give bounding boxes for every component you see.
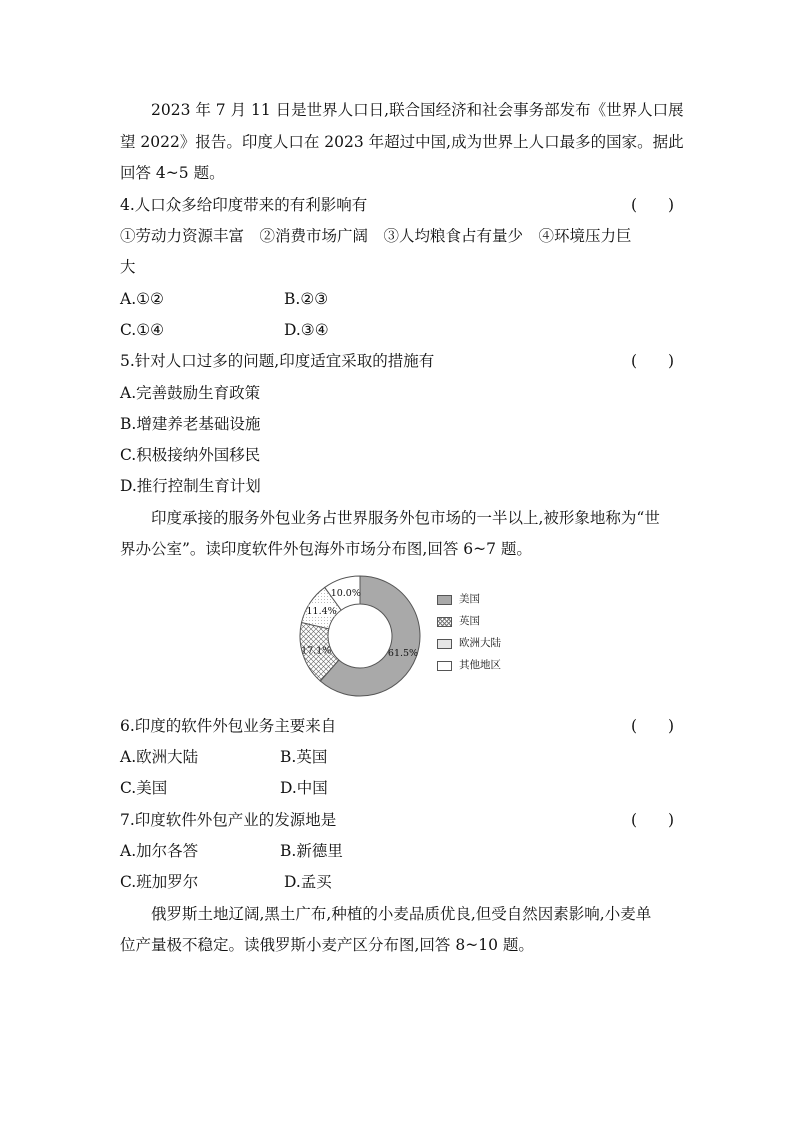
slice-label-usa: 61.5% bbox=[387, 647, 419, 659]
q5-option-b: B.增建养老基础设施 bbox=[120, 415, 261, 433]
q7-option-b: B.新德里 bbox=[280, 842, 343, 860]
q4-option-a: A.①② bbox=[120, 290, 164, 308]
legend-swatch-other-regions bbox=[437, 661, 452, 671]
slice-label-other-regions: 10.0% bbox=[330, 587, 361, 599]
legend-swatch-uk bbox=[437, 617, 452, 627]
intro2-line1: 印度承接的服务外包业务占世界服务外包市场的一半以上,被形象地称为“世 bbox=[151, 509, 660, 527]
q5-option-c: C.积极接纳外国移民 bbox=[120, 446, 261, 464]
legend-label-uk: 英国 bbox=[459, 615, 480, 627]
q4-items-line1: ①劳动力资源丰富 ②消费市场广阔 ③人均粮食占有量少 ④环境压力巨 bbox=[120, 227, 632, 245]
q7-option-a: A.加尔各答 bbox=[120, 842, 199, 860]
q7-option-c: C.班加罗尔 bbox=[120, 873, 199, 891]
q4-stem: 4.人口众多给印度带来的有利影响有 bbox=[120, 196, 368, 214]
legend-swatch-continental-europe bbox=[437, 639, 452, 649]
q4-option-b: B.②③ bbox=[284, 290, 329, 308]
q6-option-d: D.中国 bbox=[280, 779, 328, 797]
q6-option-b: B.英国 bbox=[280, 748, 328, 766]
slice-label-uk: 17.1% bbox=[301, 645, 332, 657]
q5-option-d: D.推行控制生育计划 bbox=[120, 477, 261, 495]
intro1-line2: 望 2022》报告。印度人口在 2023 年超过中国,成为世界上人口最多的国家。据此 bbox=[120, 133, 684, 151]
q5-answer-paren: ( ) bbox=[631, 352, 675, 370]
legend-label-other-regions: 其他地区 bbox=[459, 659, 501, 671]
intro2-line2: 界办公室”。读印度软件外包海外市场分布图,回答 6~7 题。 bbox=[120, 540, 532, 558]
q4-answer-paren: ( ) bbox=[631, 196, 675, 214]
q6-option-a: A.欧洲大陆 bbox=[120, 748, 199, 766]
q4-option-c: C.①④ bbox=[120, 321, 165, 339]
q6-stem: 6.印度的软件外包业务主要来自 bbox=[120, 717, 337, 735]
q7-stem: 7.印度软件外包产业的发源地是 bbox=[120, 811, 337, 829]
legend-label-usa: 美国 bbox=[459, 593, 480, 605]
slice-label-continental-europe: 11.4% bbox=[306, 606, 337, 618]
intro3-line2: 位产量极不稳定。读俄罗斯小麦产区分布图,回答 8~10 题。 bbox=[120, 936, 534, 954]
intro1-line1: 2023 年 7 月 11 日是世界人口日,联合国经济和社会事务部发布《世界人口展 bbox=[151, 101, 684, 119]
intro1-line3: 回答 4~5 题。 bbox=[120, 164, 225, 182]
intro3-line1: 俄罗斯土地辽阔,黑土广布,种植的小麦品质优良,但受自然因素影响,小麦单 bbox=[151, 905, 652, 923]
q5-stem: 5.针对人口过多的问题,印度适宜采取的措施有 bbox=[120, 352, 435, 370]
q4-option-d: D.③④ bbox=[284, 321, 329, 339]
legend-swatch-usa bbox=[437, 595, 452, 605]
q6-option-c: C.美国 bbox=[120, 779, 168, 797]
q7-answer-paren: ( ) bbox=[631, 811, 675, 829]
q6-answer-paren: ( ) bbox=[631, 717, 675, 735]
q5-option-a: A.完善鼓励生育政策 bbox=[120, 384, 261, 402]
legend-label-continental-europe: 欧洲大陆 bbox=[459, 637, 501, 649]
q7-option-d: D.孟买 bbox=[284, 873, 332, 891]
q4-items-line2: 大 bbox=[120, 258, 136, 276]
